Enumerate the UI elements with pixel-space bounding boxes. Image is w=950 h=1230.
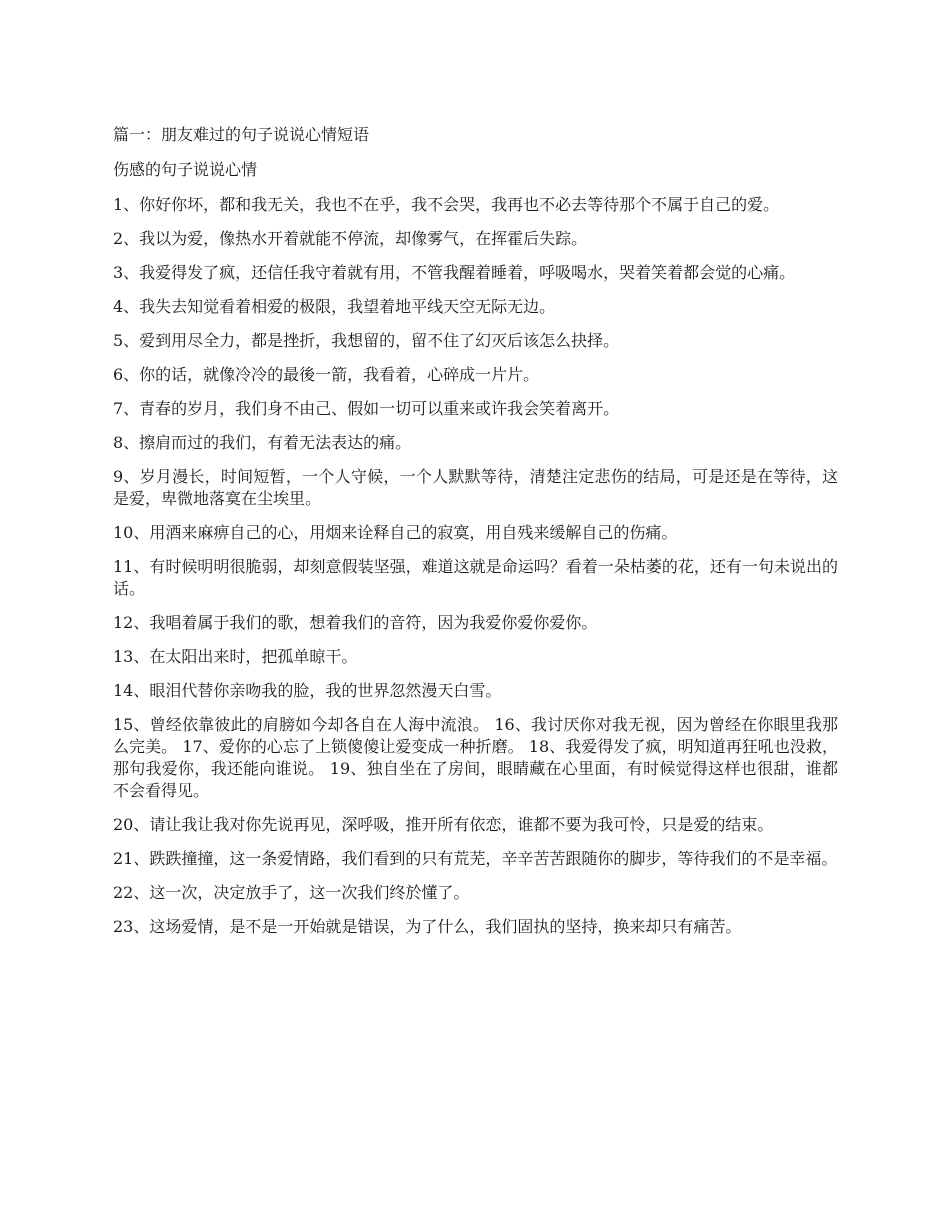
document-body [113, 124, 838, 950]
document-title: 篇一：朋友难过的句子说说心情短语 [113, 125, 370, 144]
paragraph: 5、爱到用尽全力，都是挫折，我想留的，留不住了幻灭后该怎么抉择。 [113, 331, 620, 350]
paragraph: 8、擦肩而过的我们，有着无法表达的痛。 [113, 433, 412, 452]
paragraph: 9、岁月漫长，时间短暂，一个人守候，一个人默默等待，清楚注定悲伤的结局，可是还是在等待，这是爱，卑微地落寞在尘埃里。 [113, 467, 838, 508]
paragraph: 15、曾经依靠彼此的肩膀如今却各自在人海中流浪。 16、我讨厌你对我无视，因为曾经在你眼里我那么完美。 17、爱你的心忘了上锁傻傻让爱变成一种折磨。 18、我爱得发了疯，明知道再狂吼也没救，那句我爱你，我还能向谁说。 19、独自坐在了房间，眼睛藏在心里面，有时候觉得这样也很甜，谁都不会看得见。 [113, 715, 838, 800]
paragraph: 22、这一次，决定放手了，这一次我们终於懂了。 [113, 883, 470, 902]
paragraph: 11、有时候明明很脆弱，却刻意假装坚强，难道这就是命运吗？看着一朵枯萎的花，还有一句未说出的话。 [113, 557, 838, 598]
paragraph: 1、你好你坏，都和我无关，我也不在乎，我不会哭，我再也不必去等待那个不属于自己的爱。 [113, 195, 780, 214]
paragraph: 10、用酒来麻痹自己的心，用烟来诠释自己的寂寞，用自残来缓解自己的伤痛。 [113, 523, 678, 542]
paragraph: 14、眼泪代替你亲吻我的脸，我的世界忽然漫天白雪。 [113, 681, 502, 700]
paragraph: 7、青春的岁月，我们身不由己、假如一切可以重来或许我会笑着离开。 [113, 399, 620, 418]
paragraph: 20、请让我让我对你先说再见，深呼吸，推开所有依恋，谁都不要为我可怜，只是爱的结束。 [113, 815, 774, 834]
paragraph: 21、跌跌撞撞，这一条爱情路，我们看到的只有荒芜，辛辛苦苦跟随你的脚步，等待我们的不是幸福。 [113, 849, 838, 868]
paragraph: 3、我爱得发了疯，还信任我守着就有用，不管我醒着睡着，呼吸喝水，哭着笑着都会觉的心痛。 [113, 263, 796, 282]
document-subtitle: 伤感的句子说说心情 [113, 160, 258, 179]
paragraph: 12、我唱着属于我们的歌，想着我们的音符，因为我爱你爱你爱你。 [113, 613, 598, 632]
paragraph: 4、我失去知觉看着相爱的极限，我望着地平线天空无际无边。 [113, 297, 556, 316]
paragraph: 6、你的话，就像冷冷的最後一箭，我看着，心碎成一片片。 [113, 365, 540, 384]
paragraph: 23、这场爱情，是不是一开始就是错误，为了什么，我们固执的坚持，换来却只有痛苦。 [113, 917, 742, 936]
paragraph: 2、我以为爱，像热水开着就能不停流，却像雾气，在挥霍后失踪。 [113, 229, 588, 248]
paragraph: 13、在太阳出来时，把孤单晾干。 [113, 647, 358, 666]
